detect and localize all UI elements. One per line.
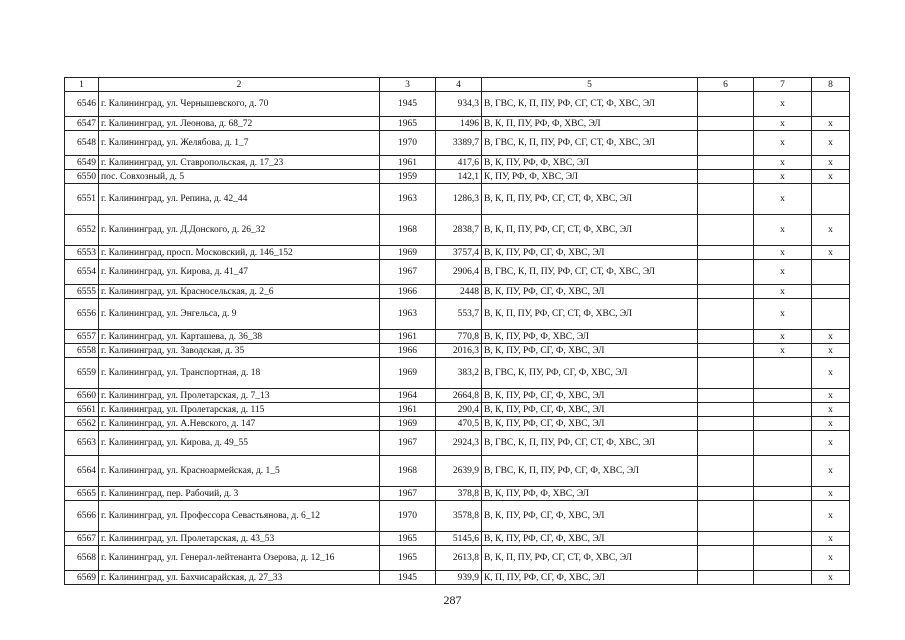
- address-cell: г. Калининград, ул. Д.Донского, д. 26_32: [99, 215, 380, 246]
- col8-mark: х: [812, 532, 850, 546]
- col7-mark: х: [754, 156, 812, 170]
- table-row: [65, 389, 850, 403]
- year-cell: 1965: [380, 532, 436, 546]
- row-number: 6563: [65, 431, 99, 456]
- header-cell: 7: [754, 78, 812, 92]
- table-row: [65, 501, 850, 532]
- col7-mark: [754, 487, 812, 501]
- year-cell: 1969: [380, 417, 436, 431]
- year-cell: 1945: [380, 92, 436, 117]
- col8-mark: х: [812, 571, 850, 585]
- row-number: 6559: [65, 358, 99, 389]
- works-cell: В, ГВС, К, ПУ, РФ, СГ, Ф, ХВС, ЭЛ: [482, 358, 698, 389]
- year-cell: 1963: [380, 184, 436, 215]
- header-cell: 4: [436, 78, 482, 92]
- table-row: [65, 285, 850, 299]
- works-cell: В, ГВС, К, П, ПУ, РФ, СГ, СТ, Ф, ХВС, ЭЛ: [482, 260, 698, 285]
- address-cell: г. Калининград, ул. Транспортная, д. 18: [99, 358, 380, 389]
- year-cell: 1963: [380, 299, 436, 330]
- works-cell: К, ПУ, РФ, Ф, ХВС, ЭЛ: [482, 170, 698, 184]
- table-row: [65, 546, 850, 571]
- year-cell: 1965: [380, 117, 436, 131]
- col6-cell: [698, 417, 754, 431]
- col6-cell: [698, 571, 754, 585]
- col7-mark: х: [754, 246, 812, 260]
- address-cell: г. Калининград, ул. Заводская, д. 35: [99, 344, 380, 358]
- col6-cell: [698, 92, 754, 117]
- row-number: 6558: [65, 344, 99, 358]
- table-row: [65, 246, 850, 260]
- works-cell: В, К, П, ПУ, РФ, СГ, СТ, Ф, ХВС, ЭЛ: [482, 299, 698, 330]
- row-number: 6557: [65, 330, 99, 344]
- col7-mark: х: [754, 260, 812, 285]
- col7-mark: [754, 501, 812, 532]
- year-cell: 1967: [380, 487, 436, 501]
- area-cell: 2924,3: [436, 431, 482, 456]
- col7-mark: х: [754, 215, 812, 246]
- address-cell: г. Калининград, ул. Карташева, д. 36_38: [99, 330, 380, 344]
- year-cell: 1945: [380, 571, 436, 585]
- address-cell: г. Калининград, ул. Энгельса, д. 9: [99, 299, 380, 330]
- area-cell: 290,4: [436, 403, 482, 417]
- row-number: 6555: [65, 285, 99, 299]
- table-row: [65, 215, 850, 246]
- row-number: 6551: [65, 184, 99, 215]
- works-cell: В, ГВС, К, П, ПУ, РФ, СГ, СТ, Ф, ХВС, ЭЛ: [482, 92, 698, 117]
- area-cell: 2448: [436, 285, 482, 299]
- table-row: [65, 260, 850, 285]
- table-row: [65, 170, 850, 184]
- works-cell: В, К, ПУ, РФ, СГ, Ф, ХВС, ЭЛ: [482, 285, 698, 299]
- area-cell: 2016,3: [436, 344, 482, 358]
- col8-mark: х: [812, 344, 850, 358]
- address-cell: г. Калининград, ул. Репина, д. 42_44: [99, 184, 380, 215]
- header-cell: 2: [99, 78, 380, 92]
- address-cell: г. Калининград, ул. Кирова, д. 41_47: [99, 260, 380, 285]
- works-cell: В, К, ПУ, РФ, Ф, ХВС, ЭЛ: [482, 487, 698, 501]
- row-number: 6562: [65, 417, 99, 431]
- col6-cell: [698, 456, 754, 487]
- col6-cell: [698, 389, 754, 403]
- year-cell: 1959: [380, 170, 436, 184]
- row-number: 6550: [65, 170, 99, 184]
- col7-mark: х: [754, 117, 812, 131]
- area-cell: 3757,4: [436, 246, 482, 260]
- col6-cell: [698, 117, 754, 131]
- address-cell: г. Калининград, пер. Рабочий, д. 3: [99, 487, 380, 501]
- address-cell: г. Калининград, ул. Генерал-лейтенанта Озерова, д. 12_16: [99, 546, 380, 571]
- table-row: [65, 131, 850, 156]
- area-cell: 939,9: [436, 571, 482, 585]
- col8-mark: х: [812, 330, 850, 344]
- address-cell: г. Калининград, ул. Пролетарская, д. 115: [99, 403, 380, 417]
- col8-mark: х: [812, 431, 850, 456]
- row-number: 6567: [65, 532, 99, 546]
- table-row: [65, 403, 850, 417]
- table-row: [65, 456, 850, 487]
- address-cell: г. Калининград, ул. А.Невского, д. 147: [99, 417, 380, 431]
- table-row: [65, 431, 850, 456]
- area-cell: 2838,7: [436, 215, 482, 246]
- col8-mark: [812, 260, 850, 285]
- col8-mark: х: [812, 389, 850, 403]
- area-cell: 1286,3: [436, 184, 482, 215]
- row-number: 6556: [65, 299, 99, 330]
- area-cell: 3389,7: [436, 131, 482, 156]
- year-cell: 1969: [380, 358, 436, 389]
- table-row: [65, 487, 850, 501]
- col8-mark: [812, 285, 850, 299]
- col8-mark: х: [812, 117, 850, 131]
- col8-mark: х: [812, 501, 850, 532]
- col6-cell: [698, 170, 754, 184]
- col6-cell: [698, 285, 754, 299]
- area-cell: 934,3: [436, 92, 482, 117]
- col7-mark: х: [754, 285, 812, 299]
- area-cell: 553,7: [436, 299, 482, 330]
- col6-cell: [698, 501, 754, 532]
- year-cell: 1970: [380, 131, 436, 156]
- address-cell: г. Калининград, просп. Московский, д. 146_152: [99, 246, 380, 260]
- table-row: [65, 417, 850, 431]
- year-cell: 1968: [380, 456, 436, 487]
- col7-mark: х: [754, 330, 812, 344]
- area-cell: 383,2: [436, 358, 482, 389]
- col6-cell: [698, 156, 754, 170]
- table-row: [65, 92, 850, 117]
- area-cell: 2664,8: [436, 389, 482, 403]
- row-number: 6568: [65, 546, 99, 571]
- header-cell: 5: [482, 78, 698, 92]
- col7-mark: х: [754, 170, 812, 184]
- header-cell: 8: [812, 78, 850, 92]
- address-cell: г. Калининград, ул. Леонова, д. 68_72: [99, 117, 380, 131]
- address-cell: г. Калининград, ул. Кирова, д. 49_55: [99, 431, 380, 456]
- works-cell: В, ГВС, К, П, ПУ, РФ, СГ, Ф, ХВС, ЭЛ: [482, 456, 698, 487]
- year-cell: 1961: [380, 403, 436, 417]
- address-cell: г. Калининград, ул. Профессора Севастьянова, д. 6_12: [99, 501, 380, 532]
- col7-mark: х: [754, 131, 812, 156]
- col7-mark: х: [754, 299, 812, 330]
- col7-mark: х: [754, 184, 812, 215]
- row-number: 6548: [65, 131, 99, 156]
- works-cell: В, ГВС, К, П, ПУ, РФ, СГ, СТ, Ф, ХВС, ЭЛ: [482, 131, 698, 156]
- col7-mark: [754, 431, 812, 456]
- col7-mark: [754, 532, 812, 546]
- table-row: [65, 299, 850, 330]
- col6-cell: [698, 131, 754, 156]
- row-number: 6554: [65, 260, 99, 285]
- works-cell: В, К, ПУ, РФ, СГ, Ф, ХВС, ЭЛ: [482, 403, 698, 417]
- address-cell: г. Калининград, ул. Пролетарская, д. 7_13: [99, 389, 380, 403]
- area-cell: 2906,4: [436, 260, 482, 285]
- row-number: 6565: [65, 487, 99, 501]
- area-cell: 2639,9: [436, 456, 482, 487]
- works-cell: В, К, ПУ, РФ, СГ, Ф, ХВС, ЭЛ: [482, 501, 698, 532]
- col8-mark: х: [812, 403, 850, 417]
- works-cell: В, К, П, ПУ, РФ, Ф, ХВС, ЭЛ: [482, 117, 698, 131]
- table-row: [65, 571, 850, 585]
- area-cell: 770,8: [436, 330, 482, 344]
- col8-mark: х: [812, 215, 850, 246]
- header-cell: 1: [65, 78, 99, 92]
- works-cell: В, К, ПУ, РФ, Ф, ХВС, ЭЛ: [482, 156, 698, 170]
- table-row: [65, 117, 850, 131]
- area-cell: 378,8: [436, 487, 482, 501]
- area-cell: 1496: [436, 117, 482, 131]
- year-cell: 1961: [380, 156, 436, 170]
- col6-cell: [698, 487, 754, 501]
- address-cell: г. Калининград, ул. Бахчисарайская, д. 27_33: [99, 571, 380, 585]
- col7-mark: [754, 389, 812, 403]
- col8-mark: [812, 184, 850, 215]
- year-cell: 1961: [380, 330, 436, 344]
- col7-mark: [754, 571, 812, 585]
- year-cell: 1968: [380, 215, 436, 246]
- col6-cell: [698, 184, 754, 215]
- col6-cell: [698, 344, 754, 358]
- row-number: 6566: [65, 501, 99, 532]
- works-cell: В, К, ПУ, РФ, СГ, Ф, ХВС, ЭЛ: [482, 389, 698, 403]
- col7-mark: х: [754, 92, 812, 117]
- works-cell: В, К, ПУ, РФ, Ф, ХВС, ЭЛ: [482, 330, 698, 344]
- col8-mark: х: [812, 417, 850, 431]
- col8-mark: х: [812, 358, 850, 389]
- row-number: 6569: [65, 571, 99, 585]
- page-number: 287: [443, 593, 462, 607]
- works-cell: В, К, ПУ, РФ, СГ, Ф, ХВС, ЭЛ: [482, 417, 698, 431]
- col6-cell: [698, 431, 754, 456]
- works-cell: В, К, П, ПУ, РФ, СГ, СТ, Ф, ХВС, ЭЛ: [482, 215, 698, 246]
- year-cell: 1970: [380, 501, 436, 532]
- col8-mark: х: [812, 456, 850, 487]
- col8-mark: [812, 92, 850, 117]
- col6-cell: [698, 260, 754, 285]
- col6-cell: [698, 532, 754, 546]
- row-number: 6560: [65, 389, 99, 403]
- row-number: 6553: [65, 246, 99, 260]
- col6-cell: [698, 215, 754, 246]
- area-cell: 142,1: [436, 170, 482, 184]
- col8-mark: х: [812, 131, 850, 156]
- col6-cell: [698, 403, 754, 417]
- table-row: [65, 344, 850, 358]
- works-cell: В, К, ПУ, РФ, СГ, Ф, ХВС, ЭЛ: [482, 532, 698, 546]
- area-cell: 3578,8: [436, 501, 482, 532]
- address-cell: пос. Совхозный, д. 5: [99, 170, 380, 184]
- col8-mark: [812, 299, 850, 330]
- year-cell: 1969: [380, 246, 436, 260]
- col8-mark: х: [812, 487, 850, 501]
- col8-mark: х: [812, 246, 850, 260]
- table-row: [65, 184, 850, 215]
- header-cell: 6: [698, 78, 754, 92]
- col8-mark: х: [812, 546, 850, 571]
- row-number: 6549: [65, 156, 99, 170]
- year-cell: 1964: [380, 389, 436, 403]
- table-row: [65, 532, 850, 546]
- address-cell: г. Калининград, ул. Красносельская, д. 2_6: [99, 285, 380, 299]
- year-cell: 1967: [380, 431, 436, 456]
- works-cell: К, П, ПУ, РФ, СГ, Ф, ХВС, ЭЛ: [482, 571, 698, 585]
- year-cell: 1967: [380, 260, 436, 285]
- col7-mark: [754, 358, 812, 389]
- col6-cell: [698, 246, 754, 260]
- col7-mark: [754, 456, 812, 487]
- table-row: [65, 358, 850, 389]
- col7-mark: [754, 417, 812, 431]
- row-number: 6547: [65, 117, 99, 131]
- housing-table: [64, 77, 850, 585]
- table-row: [65, 156, 850, 170]
- address-cell: г. Калининград, ул. Пролетарская, д. 43_53: [99, 532, 380, 546]
- col7-mark: х: [754, 344, 812, 358]
- works-cell: В, К, П, ПУ, РФ, СГ, СТ, Ф, ХВС, ЭЛ: [482, 184, 698, 215]
- col7-mark: [754, 546, 812, 571]
- col6-cell: [698, 358, 754, 389]
- col8-mark: х: [812, 156, 850, 170]
- row-number: 6552: [65, 215, 99, 246]
- year-cell: 1965: [380, 546, 436, 571]
- table-row: [65, 330, 850, 344]
- row-number: 6546: [65, 92, 99, 117]
- area-cell: 5145,6: [436, 532, 482, 546]
- address-cell: г. Калининград, ул. Желябова, д. 1_7: [99, 131, 380, 156]
- header-cell: 3: [380, 78, 436, 92]
- works-cell: В, К, П, ПУ, РФ, СГ, СТ, Ф, ХВС, ЭЛ: [482, 546, 698, 571]
- header-row: [65, 78, 850, 92]
- year-cell: 1966: [380, 285, 436, 299]
- col6-cell: [698, 299, 754, 330]
- area-cell: 2613,8: [436, 546, 482, 571]
- row-number: 6561: [65, 403, 99, 417]
- col6-cell: [698, 330, 754, 344]
- address-cell: г. Калининград, ул. Красноармейская, д. 1_5: [99, 456, 380, 487]
- works-cell: В, К, ПУ, РФ, СГ, Ф, ХВС, ЭЛ: [482, 344, 698, 358]
- address-cell: г. Калининград, ул. Ставропольская, д. 17_23: [99, 156, 380, 170]
- col8-mark: х: [812, 170, 850, 184]
- year-cell: 1966: [380, 344, 436, 358]
- works-cell: В, ГВС, К, П, ПУ, РФ, СГ, СТ, Ф, ХВС, ЭЛ: [482, 431, 698, 456]
- row-number: 6564: [65, 456, 99, 487]
- address-cell: г. Калининград, ул. Чернышевского, д. 70: [99, 92, 380, 117]
- col7-mark: [754, 403, 812, 417]
- area-cell: 417,6: [436, 156, 482, 170]
- table-body: [65, 92, 850, 585]
- col6-cell: [698, 546, 754, 571]
- works-cell: В, К, ПУ, РФ, СГ, Ф, ХВС, ЭЛ: [482, 246, 698, 260]
- area-cell: 470,5: [436, 417, 482, 431]
